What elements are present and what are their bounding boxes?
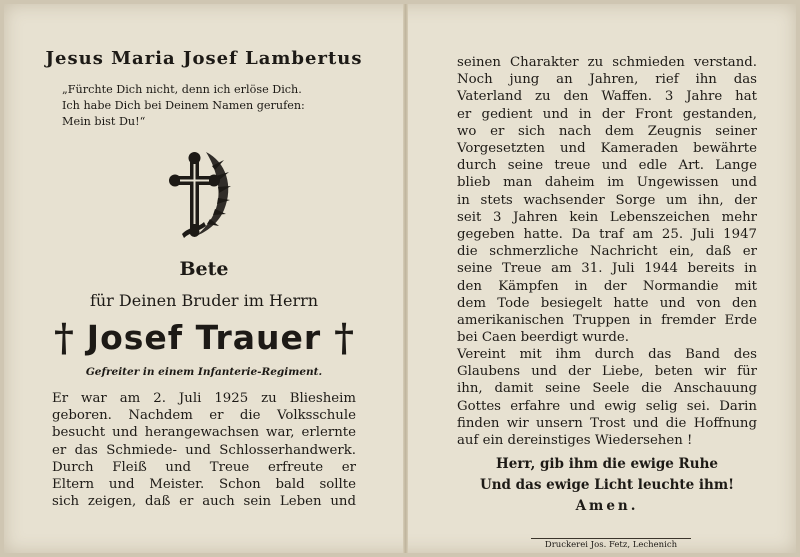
bio-line: Eltern und Meister. Schon bald sollte: [52, 477, 356, 493]
story-line: seit 3 Jahren kein Lebenszeichen mehr: [457, 209, 757, 225]
story-line: seine Treue am 31. Juli 1944 bereits in: [457, 261, 757, 277]
deceased-name: Josef Trauer: [86, 318, 322, 357]
story-line: blieb man daheim im Ungewissen und: [457, 175, 757, 191]
bete-heading: Bete: [179, 258, 229, 280]
subtitle-brother: für Deinen Bruder im Herrn: [89, 291, 319, 310]
story-line: Vaterland zu den Waffen. 3 Jahre hat: [457, 89, 757, 105]
faith-line: Vereint mit ihm durch das Band des: [457, 347, 757, 362]
story-line: dem Tode besiegelt hatte und von den: [457, 295, 757, 311]
amen: Amen.: [575, 498, 639, 514]
bio-line: geboren. Nachdem er die Volksschule: [52, 408, 356, 424]
bio-line: Er war am 2. Juli 1925 zu Bliesheim: [52, 391, 356, 406]
faith-line: Gottes erfahre und ewig selig sei. Darin: [457, 398, 757, 414]
military-rank: Gefreiter in einem Infanterie-Regiment.: [85, 366, 323, 378]
card-header: Jesus Maria Josef Lambertus: [45, 48, 363, 69]
quote-line: „Fürchte Dich nicht, denn ich erlöse Dich.: [62, 83, 302, 96]
story-line: Vorgesetzten und Kameraden bewährte: [457, 141, 757, 157]
name-row: [54, 314, 354, 362]
story-line: durch seine treue und edle Art. Lange: [457, 158, 757, 174]
story-line: Noch jung an Jahren, rief ihn das: [457, 72, 757, 88]
faith-line: auf ein dereinstiges Wiedersehen !: [457, 433, 693, 449]
memorial-card: [4, 4, 796, 553]
quote-line: Mein bist Du!“: [62, 115, 146, 128]
printer-credit: Druckerei Jos. Fetz, Lechenich: [531, 538, 691, 550]
closing-prayer: [457, 454, 757, 517]
story-line: in stets wachsender Sorge um ihn, der: [457, 192, 757, 208]
left-panel: [4, 4, 404, 553]
story-line: die schmerzliche Nachricht ein, daß er: [457, 244, 757, 260]
bio-line: besucht und herangewachsen war, erlernte: [52, 425, 356, 441]
faith-text: [457, 346, 757, 449]
faith-line: Glaubens und der Liebe, beten wir für: [457, 364, 757, 380]
quote-line: Ich habe Dich bei Deinem Namen gerufen:: [62, 99, 305, 112]
faith-line: ihn, damit seine Seele die Anschauung: [457, 381, 757, 397]
bible-quote: [62, 82, 372, 130]
story-line: er gedient und in der Front gestanden,: [457, 106, 757, 122]
left-cross-icon: †: [54, 315, 74, 360]
story-line: bei Caen beerdigt wurde.: [457, 330, 629, 346]
cross-palm-emblem-icon: [168, 146, 238, 242]
right-panel: [407, 4, 796, 553]
bio-line: Durch Fleiß und Treue erfreute er: [52, 459, 356, 475]
story-line: wo er sich nach dem Zeugnis seiner: [457, 123, 757, 139]
life-story-text: [457, 54, 757, 346]
story-line: seinen Charakter zu schmieden verstand.: [457, 55, 757, 70]
story-line: amerikanischen Truppen in fremder Erde: [457, 313, 757, 329]
story-line: den Kämpfen in der Normandie mit: [457, 278, 757, 294]
right-cross-icon: †: [334, 315, 354, 360]
biography-text: [52, 390, 356, 510]
prayer-line: Herr, gib ihm die ewige Ruhe: [496, 456, 718, 472]
bio-line: sich zeigen, daß er auch sein Leben und: [52, 494, 356, 510]
faith-line: finden wir unsern Trost und die Hoffnung: [457, 415, 757, 431]
bio-line: er das Schmiede- und Schlosserhandwerk.: [52, 442, 356, 458]
story-line: gegeben hatte. Da traf am 25. Juli 1947: [457, 227, 757, 243]
prayer-line: Und das ewige Licht leuchte ihm!: [479, 477, 735, 493]
